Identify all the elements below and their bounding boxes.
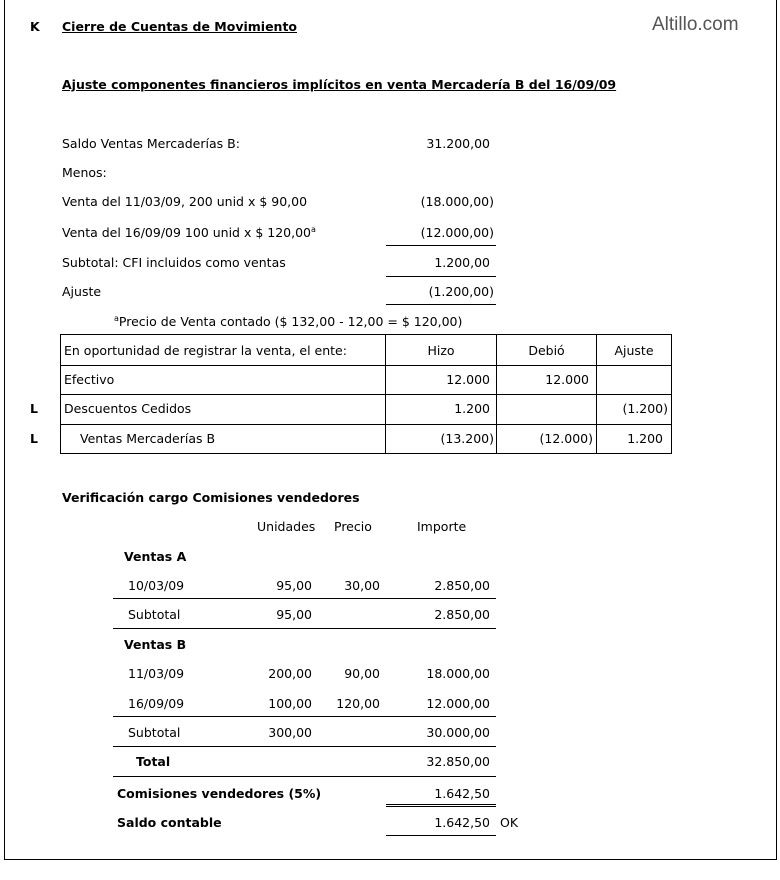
row-marker: L xyxy=(30,401,38,416)
adjustment-label: Menos: xyxy=(62,165,107,180)
table-cell: 12.000 xyxy=(545,372,589,387)
total-label: Total xyxy=(136,754,171,769)
adjustment-label: Ajuste xyxy=(62,284,102,299)
adjustment-label: Venta del 11/03/09, 200 unid x $ 90,00 xyxy=(62,194,308,209)
section-letter: K xyxy=(30,19,40,34)
subtotal-units: 95,00 xyxy=(276,607,312,622)
row-amount: 2.850,00 xyxy=(434,578,490,593)
total-rule xyxy=(386,304,496,305)
table-rule xyxy=(60,365,672,366)
watermark: Altillo.com xyxy=(652,14,739,35)
commission-amount: 1.642,50 xyxy=(434,786,490,801)
adjustment-value: (18.000,00) xyxy=(420,194,494,209)
row-units: 200,00 xyxy=(268,666,312,681)
total-rule xyxy=(386,835,496,836)
subtotal-rule xyxy=(113,628,496,629)
row-price: 30,00 xyxy=(344,578,380,593)
table-cell: Ventas Mercaderías B xyxy=(80,431,216,446)
table-cell: Efectivo xyxy=(64,372,115,387)
table-cell: 1.200 xyxy=(627,431,663,446)
table-cell: 12.000 xyxy=(446,372,490,387)
adjustment-value: 31.200,00 xyxy=(426,136,490,151)
adjustment-subtitle: Ajuste componentes financieros implícitos en venta Mercadería B del 16/09/09 xyxy=(62,77,617,92)
row-price: 120,00 xyxy=(336,696,380,711)
subtotal-label: Subtotal xyxy=(128,725,181,740)
row-amount: 12.000,00 xyxy=(426,696,490,711)
total-rule xyxy=(113,776,496,777)
subtotal-label: Subtotal xyxy=(128,607,181,622)
adjustment-value: 1.200,00 xyxy=(434,255,490,270)
column-header: Precio xyxy=(334,519,372,534)
adjustment-label: Subtotal: CFI incluidos como ventas xyxy=(62,255,286,270)
subtotal-rule xyxy=(386,276,496,277)
row-date: 10/03/09 xyxy=(128,578,185,593)
row-date: 16/09/09 xyxy=(128,696,185,711)
table-header: Ajuste xyxy=(614,343,654,358)
table-cell: (12.000) xyxy=(539,431,593,446)
balance-amount: 1.642,50 xyxy=(434,815,490,830)
table-cell: (13.200) xyxy=(440,431,494,446)
subtotal-amount: 30.000,00 xyxy=(426,725,490,740)
row-date: 11/03/09 xyxy=(128,666,185,681)
group-label: Ventas A xyxy=(124,549,187,564)
table-rule xyxy=(60,453,672,454)
group-label: Ventas B xyxy=(124,637,187,652)
table-header: En oportunidad de registrar la venta, el ente: xyxy=(64,343,347,358)
row-price: 90,00 xyxy=(344,666,380,681)
footnote: $^a$Precio de Venta contado ($ 132,00 - 12,00 = $ 120,00) xyxy=(114,314,463,330)
adjustment-label: Venta del 16/09/09 100 unid x $ 120,00$^a$ xyxy=(62,225,316,241)
adjustment-label: Saldo Ventas Mercaderías B: xyxy=(62,136,240,151)
table-rule xyxy=(671,334,672,453)
table-header: Hizo xyxy=(427,343,455,358)
adjustment-value: (12.000,00) xyxy=(420,225,494,240)
subtotal-units: 300,00 xyxy=(268,725,312,740)
page-title: Cierre de Cuentas de Movimiento xyxy=(62,19,298,34)
subtotal-rule xyxy=(386,245,496,246)
row-units: 95,00 xyxy=(276,578,312,593)
subtotal-rule xyxy=(113,716,496,717)
subtotal-amount: 2.850,00 xyxy=(434,607,490,622)
table-cell: Descuentos Cedidos xyxy=(64,401,192,416)
table-rule xyxy=(60,334,61,453)
table-rule xyxy=(60,334,672,335)
total-amount: 32.850,00 xyxy=(426,754,490,769)
table-rule xyxy=(60,394,672,395)
row-amount: 18.000,00 xyxy=(426,666,490,681)
column-header: Importe xyxy=(417,519,467,534)
balance-label: Saldo contable xyxy=(117,815,222,830)
subtotal-rule xyxy=(113,598,496,599)
column-header: Unidades xyxy=(257,519,316,534)
ok-note: OK xyxy=(500,815,519,830)
table-cell: (1.200) xyxy=(622,401,668,416)
row-marker: L xyxy=(30,431,38,446)
verification-title: Verificación cargo Comisiones vendedores xyxy=(62,490,360,505)
double-rule xyxy=(386,804,496,807)
commission-label: Comisiones vendedores (5%) xyxy=(117,786,322,801)
row-units: 100,00 xyxy=(268,696,312,711)
total-rule xyxy=(113,746,496,747)
adjustment-value: (1.200,00) xyxy=(428,284,494,299)
table-cell: 1.200 xyxy=(454,401,490,416)
table-header: Debió xyxy=(528,343,565,358)
table-rule xyxy=(60,424,672,425)
